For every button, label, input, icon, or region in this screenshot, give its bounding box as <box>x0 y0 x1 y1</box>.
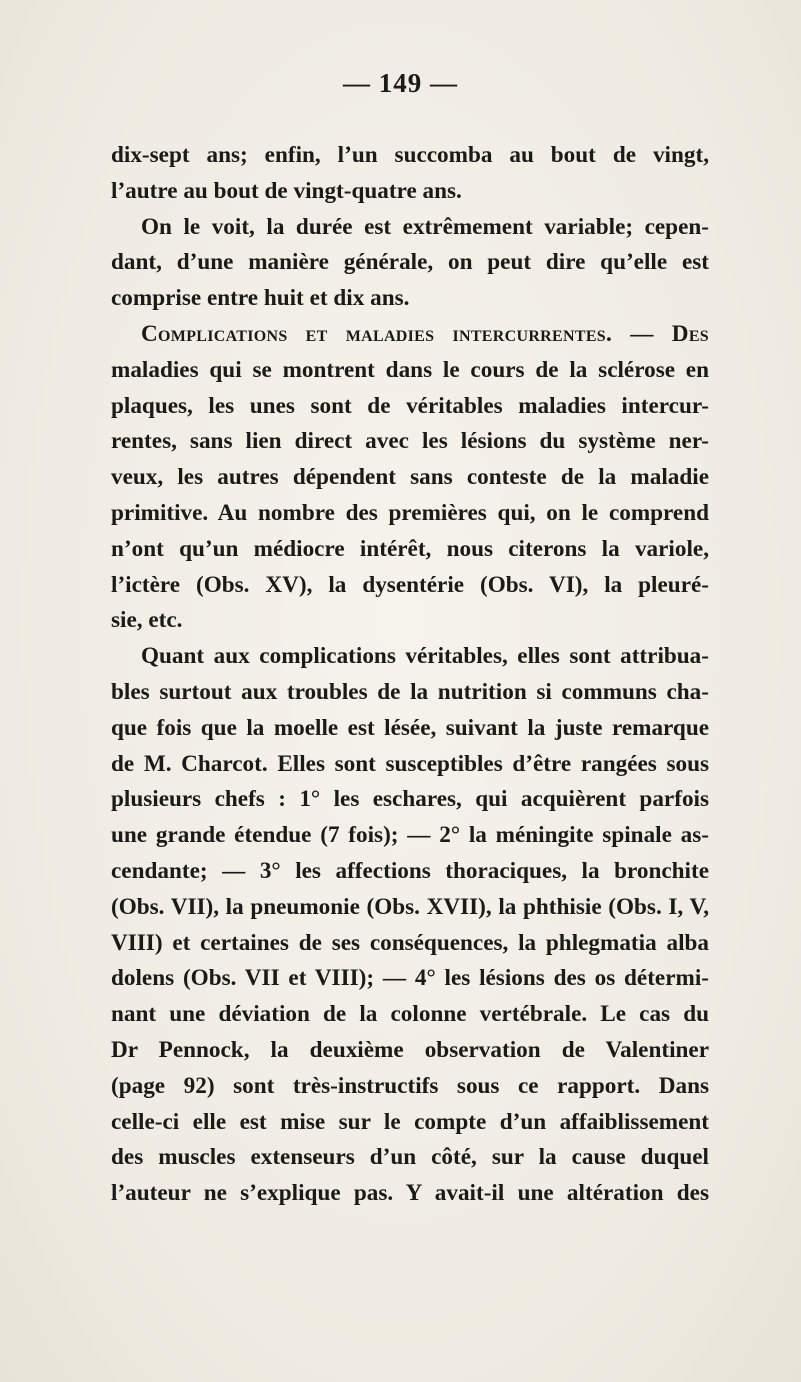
text-line: que fois que la moelle est lésée, suivant la juste remarque <box>111 714 709 741</box>
text-line: (Obs. VII), la pneumonie (Obs. XVII), la phthisie (Obs. I, V, <box>111 893 709 920</box>
text-line: celle-ci elle est mise sur le compte d’un affaiblissement <box>111 1108 709 1135</box>
text-line: cendante; — 3° les affections thoraciques, la bronchite <box>111 857 709 884</box>
text-line: veux, les autres dépendent sans conteste de la maladie <box>111 464 709 491</box>
text-line: sie, etc. <box>111 607 183 634</box>
text-line: nant une déviation de la colonne vertébrale. Le cas du <box>111 1001 709 1028</box>
text-line: de M. Charcot. Elles sont susceptibles d’être rangées sous <box>111 750 709 777</box>
text-line: n’ont qu’un médiocre intérêt, nous citerons la variole, <box>111 535 709 562</box>
text-line: On le voit, la durée est extrêmement variable; cepen- <box>141 213 709 240</box>
text-line: plaques, les unes sont de véritables maladies intercur- <box>111 392 709 419</box>
text-line: l’autre au bout de vingt-quatre ans. <box>111 177 462 204</box>
text-line: Quant aux complications véritables, elles sont attribua- <box>141 643 709 670</box>
text-line: comprise entre huit et dix ans. <box>111 285 410 312</box>
text-line: rentes, sans lien direct avec les lésions du système ner- <box>111 428 709 455</box>
text-line: plusieurs chefs : 1° les eschares, qui acquièrent parfois <box>111 786 709 813</box>
text-line: l’auteur ne s’explique pas. Y avait-il une altération des <box>111 1180 709 1207</box>
text-line: (page 92) sont très-instructifs sous ce rapport. Dans <box>111 1072 709 1099</box>
text-line: une grande étendue (7 fois); — 2° la méningite spinale as- <box>111 822 709 849</box>
text-line: maladies qui se montrent dans le cours de la sclérose en <box>111 356 709 383</box>
body-text <box>111 138 709 1212</box>
page-number: — 149 — <box>343 68 458 98</box>
text-line: VIII) et certaines de ses conséquences, la phlegmatia alba <box>111 929 709 956</box>
text-line: Dr Pennock, la deuxième observation de Valentiner <box>111 1036 709 1063</box>
text-line: bles surtout aux troubles de la nutrition si communs cha- <box>111 678 709 705</box>
text-line: dix-sept ans; enfin, l’un succomba au bout de vingt, <box>111 142 709 168</box>
text-line: dant, d’une manière générale, on peut dire qu’elle est <box>111 249 709 276</box>
text-line: des muscles extenseurs d’un côté, sur la cause duquel <box>111 1144 709 1171</box>
text-line: primitive. Au nombre des premières qui, on le comprend <box>111 499 709 526</box>
text-line: dolens (Obs. VII et VIII); — 4° les lésions des os détermi- <box>111 965 709 992</box>
section-heading-line: Complications et maladies intercurrentes. — Des <box>141 320 709 347</box>
text-line: l’ictère (Obs. XV), la dysentérie (Obs. VI), la pleuré- <box>111 571 709 598</box>
